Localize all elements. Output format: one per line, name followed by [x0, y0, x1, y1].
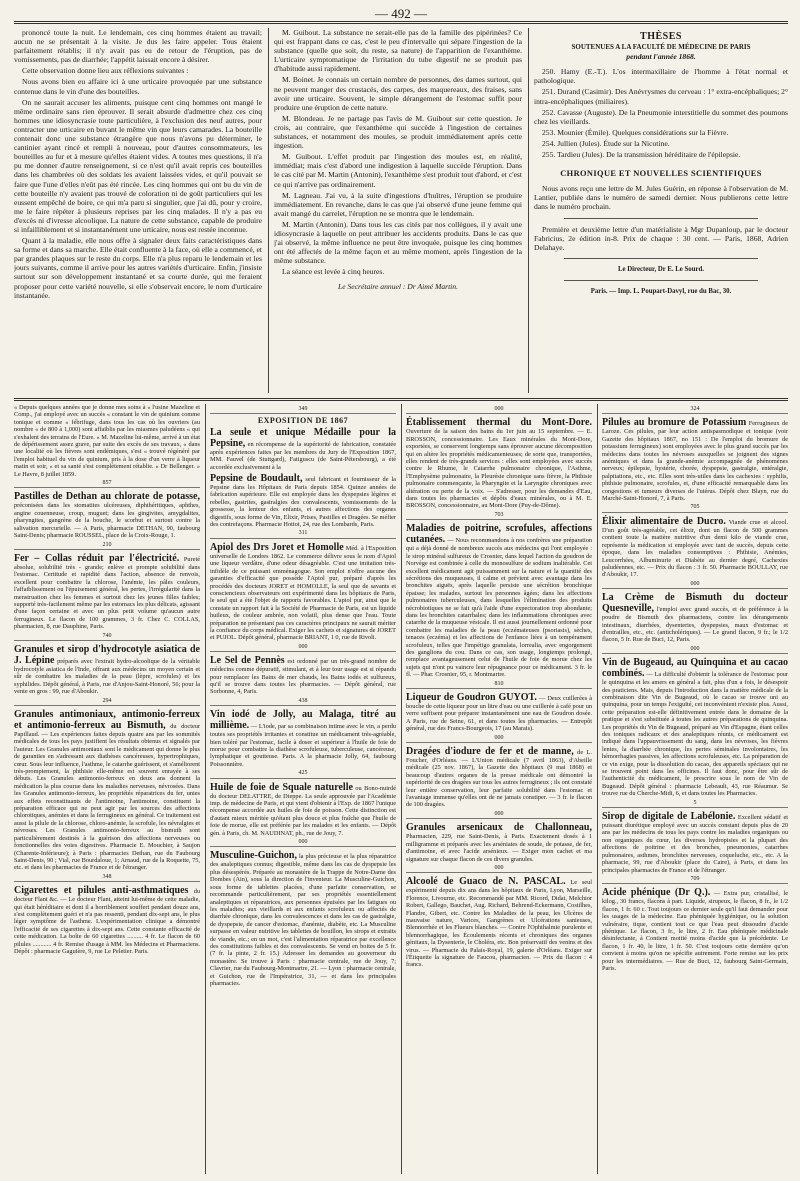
ad-block — [602, 504, 788, 578]
ad-block — [602, 876, 788, 972]
ad-body: du docteur Papillaud. — Les expériences faites depuis quatre ans par les sommités médicales de tous les pays justifient les résultats obtenus et signalés par l'auteur. Les Granules antimoniaux sont le médicament qui donne le plus de garanties en s'adressant aux diathèses cancéreuses, hypertrophiques, cœur. Sous leur influence, l'asthme, le catarrhe guérissent, et s'améliorent très-promptement, la phthisie elle-même est souvent enrayée à ses débuts. Les Granules antimonio-ferreux en deux ans donnent la médication la plus courue dans les maladies nerveuses, névrosées. Dans les Granules antimonio-ferreux, les propriétés réparatrices du fer, unies aux effets reconstituants de l'antimoine, l'antimoine, constituent la préparation efficace qui ne peut agir par les sources des affections chlorotiques, anémies et dans la ferrugineux en général. Ce traitement est aussi la pilule de la chlorose, chloro-anémie, la scrofule, les névralgies et névroses. Les Granules antimonio-ferreux au bismuth sont particulièrement destinés à la guérison des affections nerveuses ou fonctionnelles des voies digestives. Pharmacie E. Mouchier, à Saujon (Charente-Inférieure); à Paris : pharmacies Dethan, rue du Faubourg Saint-Denis, 90 ; Vial, rue Bourdaloue, 1; Arnaud, rue de la Roquette, 75, etc. et dans les pharmacies de France et de l'étranger. — [14, 723, 200, 872]
paragraph: M. Guibout. La substance ne serait-elle pas de la famille des pipérinées? Ce qui est frappant dans ce cas, c'est le peu d'intervalle qui sépare l'ingestion de la substance (quelle que soit, du reste, sa nature) de l'apparition de l'exanthème. L'urticaire symptomatique de l'irritation du tube digestif ne se produit pas d'habitude aussi rapidement. — [274, 28, 522, 74]
ad-block — [406, 681, 592, 733]
ad-number: 311 — [210, 530, 396, 538]
paragraph: Première et deuxième lettre d'un matérialiste à Mgr Dupanloup, par le docteur Fabricius, 2e édition in-8. Prix de chaque : 30 cent. — Paris, 1868, Adrien Delahaye. — [534, 224, 788, 252]
paragraph: prononcé toute la nuit. Le lendemain, ces cinq hommes étaient au travail; aucun ne se présentait à la visite. Je dus les faire appeler. Tous étaient parfaitement rétablis; il n'y avait pas eu de retour de l'éruption, pas de vomissements, pas de diarrhée; l'appétit laissait encore à désirer. — [14, 28, 262, 65]
ad-block — [210, 839, 396, 987]
ad-body: préparés avec l'extrait hydro-alcoolique de la véritable hydrocotyle asiatica de l'Inde, offrant aux médecins un moyen certain et sûr de combattre les maladies de la peau (lèpre, scrofules) et les syphilides. Dépôt général, à Paris, rue d'Anjou-Saint-Honoré, 56; pour la vente en gros : 99, rue d'Aboukir. — [14, 657, 200, 696]
divider — [564, 280, 758, 281]
paragraph: Cette observation donne lieu aux réflexions suivantes : — [22, 66, 189, 76]
divider — [14, 21, 788, 22]
ad-text — [14, 885, 200, 955]
column-rule — [597, 404, 598, 1174]
ad-number: 000 — [406, 735, 592, 743]
ad-text — [602, 811, 788, 874]
page — [14, 6, 788, 1174]
ad-title: Sirop de digitale de Labélonie. — [602, 811, 736, 823]
ad-number: 705 — [602, 504, 788, 512]
ad-block — [210, 530, 396, 641]
ad-text — [602, 887, 788, 972]
ad-text — [602, 592, 788, 644]
ad-block — [602, 581, 788, 644]
ad-block — [210, 406, 396, 471]
ad-title: Fer – Collas réduit par l'électricité. — [14, 552, 180, 564]
ad-title: Acide phénique (Dr Q.). — [602, 887, 711, 899]
ad-number: 425 — [210, 770, 396, 778]
ad-text — [14, 404, 200, 478]
ad-title: Liqueur de Goudron GUYOT. — [406, 692, 537, 703]
ad-title: Pastilles de Dethan au chlorate de potasse, — [14, 491, 200, 503]
page-number: — 492 — — [375, 6, 427, 21]
column-rule — [268, 28, 269, 393]
ad-body: du docteur Flant &c. — Le docteur Flant, atteint lui-même de cette maladie, qui était héréditaire et dont il a horriblement souffert pendant douze ans, s'est complètement guéri et n'a pas ressenti, pendant dix-sept ans, le plus léger symptôme de l'asthme. L'expérimentation clinique a démontré l'efficacité de ses cigarettes à dix-sept ans. Cette constante efficacité de cette médication. La boîte de 60 cigarettes .......... 4 fr. Le flacon de 60 pilules ............ 4 fr. Remise d'usage à MM. les Médecins et Pharmaciens. Dépôt : pharmacie Gaguière, 9, rue Le Peletier. Paris. — [14, 888, 200, 955]
ad-body: — Deux cuillerées à bouche de cette liqueur pour un litre d'eau ou une cuillerée à café pour un verre suffisent pour préparer instantanément une eau de Goudron dosée. A Paris, rue de Seine, 61, et dans toutes les pharmacies. — Entrepôt général, rue des Francs-Bourgeois, 17 (au Marais). — [406, 695, 592, 733]
ad-number: 000 — [406, 865, 592, 873]
ad-body: en récompense de la supériorité de fabrication, constatée après expériences faites par les membres du Jury de l'Exposition 1867, MM. Fauvel (de Stuttgard), Fatiguscu (de Saint-Pétersbourg), a été accordée exclusivement à la — [210, 440, 396, 471]
ad-text — [210, 782, 396, 837]
ad-title: Le Sel de Pennès — [210, 655, 285, 667]
ad-body: Ouverture de la saison des bains du 1er juin au 15 septembre. — E. BROSSON, concessionnaire. Les Eaux minérales du Mont-Dore, exportées, se conservent longtemps sans éprouver aucune décomposition qui en altère les propriétés médicamenteuses; de sorte que, transportées, elles rendent de très-grands services : elles sont employées avec succès contre le Rhume, le Catarrhe pulmonaire chronique, l'Asthme, l'Emphysème pulmonaire, la Pleurésie chronique sans fièvre, la Phthisie pulmonaire commençante, la Pharyngite et la Laryngite chroniques avec altération ou perte de la voix. — S'adresser, pour les demandes d'Eau, dans toutes les pharmacies et dépôts d'eaux minérales, ou à M. E. BROSSON, concessionnaire, au Mont-Dore (Puy-de-Dôme). — [406, 428, 592, 510]
ad-title: Granules et sirop d'hydrocotyle asiatica de J. Lépine — [14, 643, 200, 666]
ad-block — [406, 865, 592, 969]
thesis-item: 255. Tardieu (Jules). De la transmission héréditaire de l'épilepsie. — [542, 150, 741, 160]
ad-text — [406, 417, 592, 509]
ad-body: — La difficulté d'obtenir la tolérance de l'estomac pour le quinquina et les amers en général a fait, plus d'un a fois, le désespoir des praticiens. Mais, depuis l'introduction dans la matière médicale de la combinaison dite Vin de Bugeaud, où le cacao se trouve uni au quinquina, pour un temps l'exiguïté, cet inconvénient n'existe plus. Aussi, cette préparation est-elle définitivement entrée dans le domaine de la pratique et s'est substituée à toutes les autres préparations de quinquina. Les propriétés du Vin de Bugeaud, préparé au Vin d'Espagne, étant celles des toniques radicaux et des analeptiques réunis, ce médicament est indiqué dans l'appauvrissement du sang, dans les névroses, les fièvres lentes, la diarrhée chronique, les pertes séminales involontaires, les hémorrhagies passives, les affections scrofuleuses, etc. La préparation de ce vin exige, pour la dissolution du cacao, des appareils spéciaux qui ne se trouvent point dans les officines. Il faut donc, pour être sûr de l'authenticité du médicament, le prescrire sous le nom de Vin de Bugeaud. Dépôt général : pharmacie Lebeault, 43, rue Réaumur. Se trouve rue du Cherche-Midi, 6, et dans toutes les Pharmacies. — [602, 671, 788, 798]
ad-body: est ordonné par un très-grand nombre de médecins comme dépuratif, stimulant, et à leur tour usage est si répandu pour remplacer les Bains de mer chauds, les Bains iodés et sulfureux, qu'il se trouve dans toutes les pharmacies. — Dépôt général, rue Sorbonne, 4, Paris. — [210, 658, 396, 696]
ad-block — [210, 698, 396, 768]
ad-body: la plus précieuse et la plus réparatrice des analeptiques connus; digestible, même dans les cas de dyspepsie les plus désespérés. Préparée au monastère de la Trappe de Notre-Dame des Dombes (Ain), sous la direction de l'inventeur. La Musculine-Guichon, sous forme de tablettes placées, d'une parfaite conservation, se recommande particulièrement, par ses propriétés essentiellement analeptiques et réparatrices, aux personnes épuisées par les fatigues ou les maladies; aux vieillards et aux enfants scrofuleux ou affectés de diarrhée chronique, dans les convalescences et dans les cas de gastralgie, de dyspepsie, de cancer d'estomac, d'anémie, diabète, etc. La Musculine surpasse en valeur nutritive les tablettes de bouillon, les sirops et extraits de viande, etc.; en un mot, c'est l'alimentation réparatrice par excellence des constitutions faibles et des convalescents. Se vend en boites de 5 fr. (7 fr. la pinte, 2 fr. 15.) Adresser les demandes au gouverneur du monastère. Se trouve à Paris : pharmacie centrale, rue de Jouy, 7; Clavrier, rue du Faubourg-Montmartre, 21. — Lyon : pharmacie centrale, et Guichon, rue de l'Impératrice, 31, — et dans les principales pharmacies. — [210, 853, 396, 987]
ad-block — [14, 404, 200, 478]
ad-title: Huile de foie de Squale naturelle — [210, 781, 353, 793]
ad-text — [406, 876, 592, 968]
ad-block — [14, 633, 200, 696]
ad-body: Viande crue et alcool. D'un goût très-agréable, cet élixir, dont un flacon de 500 grammes contient toute la matière nutritive d'un demi kilo de viande crue, représente la médication si employée avec tant de succès, depuis cette époque, dans les maladies consomptives : Phthisie, Anémies, Leucorrhées, Albuminurie et Diabète au dernier degré, Cachexies paludéennes, etc. — Prix du flacon : 3 fr. 50. Pharmacie BOULLAY, rue d'Aboukir, 17. — [602, 518, 788, 579]
ad-block — [210, 644, 396, 696]
ad-block — [210, 770, 396, 837]
chronique-title: CHRONIQUE ET NOUVELLES SCIENTIFIQUES — [560, 169, 762, 179]
ad-title: Maladies de poitrine, scrofules, affections cutanées. — [406, 523, 592, 546]
ad-title: Granules antimoniaux, antimonio-ferreux et antimonio-ferreux au Bismuth, — [14, 709, 200, 731]
ad-number: 857 — [14, 480, 200, 488]
ad-block — [406, 512, 592, 679]
thesis-item: 250. Hamy (E.-T.). L'os intermaxillaire de l'homme à l'état normal et pathologique. — [534, 67, 788, 86]
ad-block — [602, 800, 788, 874]
ad-block — [406, 406, 592, 510]
ad-block — [602, 406, 788, 502]
ad-body: « Depuis quelques années que je donne mes soins à « l'usine Mazeline et Comp., j'ai employé avec un succès « constant le vin de quinium comme tonique et comme « fébrifuge, dans tous les cas où les ouvriers (au nombre « de 800 à 1,000) sont affaiblis par les miasmes paludéens « qui s'exhalent des terrains de l'Eure. « M. Mazeline lui-même, arrivé à un état de dépérissement assez grave, par suite des excès de ses travaux, « dans une localité où les fièvres sont endémiques, s'est « trouvé régénéré par l'emploi habituel du vin de quinium, pris à la dose d'un verre à liqueur matin et soir, « et sa santé s'est complètement rétablie. « Dr Bellenger. » Le Havre, 8 juillet 1859. — [14, 404, 200, 478]
ads-column-4 — [602, 404, 788, 1174]
thesis-item: 251. Durand (Casimir). Des Anévrysmes du cerveau : 1° extra-encéphaliques; 2° intra-encéphaliques (miliaires). — [534, 87, 788, 106]
ad-text — [14, 709, 200, 872]
ad-title: Cigarettes et pilules anti-asthmatiques — [14, 885, 189, 897]
ad-text — [14, 491, 200, 539]
ad-title: Pepsine de Boudault, — [210, 473, 303, 485]
ad-text — [602, 417, 788, 502]
ad-title: La seule et unique Médaille pour la Pepsine, — [210, 426, 396, 449]
paragraph: On ne saurait accuser les aliments, puisque cent cinq hommes ont mangé le même ordinaire sans rien éprouver. Il serait absurde d'admettre chez ces cinq hommes une idiosyncrasie toute particulière, à l'exclusion des neuf autres, pour contracter une urticaire en buvant le même vin que leurs camarades. La bouteille contenait donc une substance étrangère que nous n'avons pu déterminer, le cantinier ayant rincé et rempli à nouveau, pour d'autres consommateurs, les bouteilles au fur et à mesure qu'elles étaient vides. A toutes mes questions, il n'a pu me donner d'autre renseignement, si ce n'est qu'il avait repris ces bouteilles dans les chambrées où des soldats les avaient laissées vides, et qu'il pouvait se faire que l'une d'elles n'eût pas été rincée. Les cinq hommes qui ont bu du vin de cette bouteille n'y avaient pas trouvé de coloration ni de goût particuliers qui les eussent empêché de boire, ce qui m'a paru si singulier, que j'ai dû, pour y croire, me le faire répéter à plusieurs reprises par les cinq malades. Il n'y a pas eu d'excès ni d'ivresse alcoolique. La nature de cette substance, capable de produire si infailliblement et si instantanément une urticaire, nous est restée inconnue. — [14, 97, 262, 234]
ad-text — [602, 516, 788, 579]
divider — [14, 23, 788, 24]
ad-number: 000 — [602, 646, 788, 654]
ad-title: La Crème de Bismuth du docteur Quesneville, — [602, 592, 788, 615]
ad-text — [406, 746, 592, 809]
ad-title: Élixir alimentaire de Ducro. — [602, 515, 726, 527]
theses-title: THÈSES — [640, 31, 682, 42]
thesis-item: 254. Jullien (Jules). Étude sur la Nicotine. — [542, 138, 670, 148]
column-rule — [205, 404, 206, 1174]
director-line: Le Directeur, Dr E. Le Sourd. — [618, 265, 704, 273]
ad-body: seul fabricant et fournisseur de la Pepsine dans les Hôpitaux de Paris depuis 1854. Quinze années de fabrication supérieure. Elle est employée dans les dyspepsies légères et rebelles, gastrites, gastralgies des convalescents, vomissements de la grossesse, la lenteur des enfants, et autres affections des organes digestifs, sous forme de Vin, Elixir, Prises, Pastilles et Dragées. Se méfier des contrefaçons. Pharmacie Hottot, 24, rue des Lombards, Paris. — [210, 476, 396, 529]
ad-body: — Extra pur, cristallisé, le kilog., 30 francs, flacons à part. Liquide, sirupeux, le flacon, 8 fr., le 1/2 flacon, 1 fr. 60 c. Tout toujours ce dernier seule qu'il faut demander pour les usages de la médecine. Eau phéniquée hygiénique, ou la solution vulnéraire, tique, contient tout ce que l'eau peut dissoudre d'acide phénique. Le flacon, 3 fr., le litre, 2 fr. Eau phéniquée médicinale désinfectante, à Contient moitié moins d'acide que la précédente. Le flacon, 1 fr. 40, le litre, 1 fr. 50. C'est toujours cette dernière qu'on convient à moins qu'on ne spécifie autrement. Forte remise sur les prix pour les intermédiaires. — Rue de Buci, 12, faubourg Saint-Germain, Paris. — [602, 890, 788, 972]
ad-text — [602, 657, 788, 798]
ads-column-3 — [406, 404, 592, 1174]
paragraph: Quant à la maladie, elle nous offre à signaler deux faits caractéristiques dans sa forme et dans sa marche. Elle était confluente à la face, où elle a commencé, et par grandes plaques sur le reste du corps. Elle n'a plus reparu le lendemain et les jours suivants, comme il arrive pour les autres variétés d'urticaire. Enfin, j'insiste surtout sur son développement instantané et sa courte durée, qui me feraient proposer pour cette variété nouvelle, si elle s'observait encore, le nom d'urticaire instantanée. — [14, 236, 262, 300]
ad-body: Ferrugineux de Laroze. Ces pilules, par leur action antispasmodique et tonique (voir Gazette des hôpitaux 1867, no 151 : De l'emploi du bromure de potassium ferrugineux) sont employées avec le plus grand succès par les médecins dans toutes les névroses auxquelles se joignent des signes anémiques et dans la grande-anémie accompagnée de phénomènes nerveux; épilepsie, hystérie, chorée, dyspepsie, gastralgie, entéralgie, palpitations, etc., etc. Elles sont très-utiles dans les cachexies : syphilis, phthisie pulmonaire, scrofules, et, d'une efficacité remarquable dans les congestions et tumeurs diverses de l'utérus. Dépôt chez Blayn, rue du Marché-Saint-Honoré, 7, à Paris. — [602, 420, 788, 503]
ad-number: 294 — [14, 698, 200, 706]
ad-body: Pureté absolue, solubilité très - grande; enlève et prompte solubilité dans l'estomac. Certitude et rapidité dans l'action, absence de renvois, excellent pour combattre la chlorose, l'anémie, les pâles couleurs, l'affaiblissement ou l'épuisement général, les pertes, l'irrégularité dans la menstruation chez les femmes et surtout chez les jeunes filles faibles; supporté très-facilement même par les estomacs les plus délicats, agissant d'une façon certaine et avec un plus petit volume qu'aucun autre ferrugineux. Le flacon de 100 grammes, 3 fr. Chez C. COLLAS, pharmacien, 8, rue Dauphine, Paris. — [14, 555, 200, 631]
ad-text — [210, 542, 396, 642]
ad-number: 349 — [210, 406, 396, 414]
ad-text — [210, 709, 396, 768]
ad-body: l'emploi avec grand succès, et de préférence à la poudre de Bismuth des pharmaciens, contre les dérangements intestinaux, diarrhées, dysenteries, dyspepsies, maux d'estomac et d'entrailles, etc., etc. (anticholériques). — Le grand flacon, 9 fr.; le 1/2 flacon, 5 fr. Rue de Buci, 12, Paris. — [602, 606, 788, 644]
thesis-item: 252. Cavasse (Auguste). De la Pneumonie interstitielle du sommet des poumons chez les vieillards. — [534, 107, 788, 126]
paragraph: M. Martin (Antonin). Dans tous les cas cités par nos collègues, il y avait une idiosyncrasie à laquelle on peut attribuer les accidents produits. Dans le cas que j'ai observé, la même influence ne peut être invoquée, puisque les cinq hommes ont été affectés de la même façon et au même moment, après l'ingestion de la même substance. — [274, 219, 522, 266]
ad-number: 000 — [210, 839, 396, 847]
paragraph: M. Boinet. Je connais un certain nombre de personnes, des dames surtout, qui ne peuvent manger des crustacés, des carpes, des maquereaux, des fraises, sans avoir une urticaire. Souvent, le simple dérangement de l'estomac suffit pour produire une éruption de cette nature. — [274, 75, 522, 112]
ad-body: Excellent sédatif et puissant diurétique employé avec un succès constant depuis plus de 20 ans par les médecins de tous les pays contre les maladies organiques ou non organiques du cœur, les diverses hydropisies et la plupart des affections de poitrine et des bronches, pneumonies, catarrhes pulmonaires, asthmes, bronchites nerveuses, coqueluche, etc., etc. A la pharmacie, 99, rue d'Aboukir (place du Caire), à Paris, et dans les principales pharmacies de France et de l'étranger. — [602, 814, 788, 874]
ad-block — [14, 542, 200, 631]
article-column-2 — [274, 28, 522, 393]
ad-block — [406, 735, 592, 809]
divider — [564, 218, 758, 219]
ad-number: 438 — [210, 698, 396, 706]
secretary-signature: Le Secrétaire annuel : Dr Aimé Martin. — [337, 282, 458, 292]
ad-block — [406, 811, 592, 863]
paragraph: M. Blondeau. Je ne partage pas l'avis de M. Guibout sur cette question. Je crois, au contraire, que l'exanthème qui succède à l'ingestion de certaines substances, et notamment des moules, se produit immédiatement après cette ingestion. — [274, 113, 522, 151]
ad-body: ou Bono-nuirdé du docteur DELATTRE, de Dieppe. La seule approuvée par l'Académie imp. de médecine de Paris, et qui vient d'obtenir à l'Exp. de 1867 l'unique récompense accordée aux huiles de foie de poisson. Cette distinction est d'autant mieux méritée qu'étant plus douce et plus fraîche que l'huile de foie de morue, elle est préférée par les malades et les enfants. — Dépôt gén. à Paris, ch. M. NAUDINAT, ph., rue de Jouy, 7. — [210, 784, 396, 837]
ad-number: 5 — [602, 800, 788, 808]
ad-title: Granules arsenicaux de Challonneau, — [406, 822, 592, 834]
ad-body: Le seul expérimenté depuis dix ans dans les hôpitaux de Paris, Lyon, Marseille, Florence, Livourne, etc. Recommandé par MM. Ricord, Didat, Melchior Robert, Gallego, Bauchet, Aug. Richard, Behrend-Eckermann, Costilhes, Flandre, Gibert, etc. Contre les Maladies de la peau, les Ulcères de mauvaise nature, Varices, Gangrènes et Ulcérations sanieuses, Blennorrhée et les Flueurs blanches. — Contre l'Ophthalmie purulente et blennorrhagique, les Écoulements récents et chroniques des organes génitaux, la Dysenterie, le Choléra, etc. Bon préservatif des venins et des virus. — Pharmacie du Palais-Royal, 19, galerie d'Orléans. Exiger sur l'Étiquette la signature de Faucou, pharmacien. — Prix du flacon : 4 francs. — [406, 879, 592, 969]
column-rule — [401, 404, 402, 1174]
ad-title: Alcoolé de Guaco de N. PASCAL. — [406, 876, 566, 888]
ad-text — [14, 553, 200, 631]
ad-block — [14, 874, 200, 956]
divider — [564, 258, 758, 259]
ad-title: Apiol des Drs Joret et Homolle — [210, 541, 344, 553]
paragraph: La séance est levée à cinq heures. — [282, 267, 385, 277]
ad-body: — Nous recommandons à nos confrères une préparation qui a déjà donné de nombreux succès aux médecins qui l'ont employée : le sirop minéral sulfureux de Crosnier, dans lequel l'action du goudron de Norvège est combinée à celle du monosulfure de sodium inaltérable. Cet excellent médicament agit puissamment sur la nature et la quantité des sécrétions des muqueuses, il calme et prévient avec avantage dans les bronchites aiguës, après laquelle persiste une sécrétion bronchique épaisse; les malades, surtout les personnes âgées; dans les affections pulmonaires tuberculeuses, dans lesquelles l'élimination des produits nécrobiotiques ne se fait qu'à l'aide d'une expectoration trop abondante; dans les bronchites catarrhales; dans les inflammations chroniques avec catarrhe de la muqueuse vésicale. Il est aussi journellement ordonné pour combattre les maladies de la peau (eczémateuses (psoriasis), sèches, tenaces (eczéma) et les affections de l'enfance liées à un tempérament scrofuleux, telles que l'impétigo granulata, lorrealia, avec engorgement des ganglions du cou. Dans ce cas, son usage, longtemps prolongé, remplace avantageusement celui de l'huile de foie de morue chez les sujets qui n'ont pu vaincre leur répugnance pour ce médicament. 3 fr. le fl. — Phar. Crosnier, 95, r. Montmartre. — [406, 537, 592, 679]
ad-number: 709 — [602, 876, 788, 884]
column-rule — [528, 28, 529, 393]
article-column-1 — [14, 28, 262, 393]
ad-text — [210, 427, 396, 471]
ad-title: Vin de Bugeaud, au Quinquina et au cacao combinés. — [602, 657, 788, 680]
paragraph: M. Guibout. L'effet produit par l'ingestion des moules est, en réalité, immédiat; mais c'est d'abord une indigestion à laquelle succède l'éruption. Dans le cas cité par M. Martin (Antonin), l'exanthème s'est produit tout d'abord, et c'est ce qui n'arrive pas ordinairement. — [274, 152, 522, 189]
ad-number: 210 — [14, 542, 200, 550]
article-column-3 — [534, 28, 788, 393]
ad-number: 000 — [406, 406, 592, 414]
ad-text — [210, 850, 396, 987]
ad-number: 348 — [14, 874, 200, 882]
ad-number: 000 — [210, 644, 396, 652]
ad-title: Vin iodé de Jolly, au Malaga, titré au millième. — [210, 709, 396, 732]
ad-body: Pharmacien, 229, rue Saint-Denis, à Paris. Exactement dosés à 1 milligramme et préparés avec les arséniates de soude, de potasse, de fer, d'antimoine, et avec l'acide arsénieux. — Exiger mon cachet et ma signature sur chaque flacon de ces divers granules. — [406, 833, 592, 863]
paragraph: Nous avons reçu une lettre de M. Jules Guérin, en réponse à l'observation de M. Lantier, publiée dans le numéro de samedi dernier. Nous publierons cette lettre dans le numéro prochain. — [534, 184, 788, 212]
ad-title: Établissement thermal du Mont-Dore. — [406, 417, 592, 429]
ads-column-1 — [14, 404, 200, 1174]
ad-text — [406, 822, 592, 863]
ad-body: préconisées dans les stomatites ulcéreuses, diphthéritiques, aphthes, angine couenneuse, croup, muguet; dans les gingivites, amygdalites, pharyngites, gangrène de la bouche, le scorbut et surtout contre la salivation mercurielle. — A Paris, pharmacie DETHAN, 90, faubourg Saint-Denis; pharmacie ROUSSEL, place de la Croix-Rouge, 1. — [14, 502, 200, 540]
ad-number: 740 — [14, 633, 200, 641]
ad-body: — L'iode, par sa combinaison intime avec le vin, a perdu toutes ses propriétés irritantes et constitue un médicament très-agréable, bien toléré par l'estomac, facile à doser et supérieur à l'huile de foie de morue pour combattre la diathèse scrofuleuse, tuberculeuse, cancéreuse, lymphatique et goutteuse. Paris. A la pharmacie Jolly, 64, faubourg Poissonnière. — [210, 723, 396, 768]
ads-column-2 — [210, 404, 396, 1174]
ad-text — [406, 692, 592, 733]
divider — [14, 400, 788, 401]
ad-text — [210, 473, 396, 528]
paragraph: Nous avons bien eu affaire ici à une urticaire provoquée par une substance contenue dans le vin d'une des bouteilles. — [14, 77, 262, 96]
divider — [14, 398, 788, 399]
ad-block — [210, 473, 396, 528]
theses-subtitle: SOUTENUES A LA FACULTÉ DE MÉDECINE DE PARIS — [571, 43, 751, 52]
ad-body: de L. Foucher, d'Orléans. — L'Union médicale (7 avril 1863), d'Abeille médicale (25 nov. 1867), la Gazette des hôpitaux (9 mai 1868) et beaucoup d'autres organes de la presse médicale ont démontré la supériorité de ces dragées sur tous les autres ferrugineux ; ils ont constaté leur entière conservation, leur parfaite solubilité dans l'estomac et l'avantage immense qu'elles ont de ne jamais constiper. — 3 fr. le flacon de 100 dragées. — [406, 749, 592, 809]
ad-number: 000 — [602, 581, 788, 589]
thesis-item: 253. Mounier (Émile). Quelques considérations sur la Fièvre. — [542, 127, 729, 137]
ad-number: 000 — [406, 811, 592, 819]
ad-title: Pilules au bromure de Potassium — [602, 417, 747, 429]
ad-heading: EXPOSITION DE 1867 — [257, 416, 349, 426]
ad-text — [14, 644, 200, 696]
ad-number: 703 — [406, 512, 592, 520]
theses-year: pendant l'année 1868. — [626, 52, 696, 62]
ad-block — [14, 698, 200, 872]
ad-number: 810 — [406, 681, 592, 689]
ad-text — [406, 523, 592, 678]
ad-block — [14, 480, 200, 539]
ad-text — [210, 655, 396, 696]
ad-number: 324 — [602, 406, 788, 414]
ad-body: Méd. à l'Exposition universelle de Londres 1862. Le commerce délivre sous le nom d'Apiol une liqueur verdâtre, d'une odeur désagréable. C'est une imitation très-infidèle de ce puissant emménagogue. Son emploi n'offre aucune des garanties d'efficacité que possède l'Apiol pur, préparé d'après les procédés des docteurs JORET et HOMOLLE, la seul que de savants et consciencieux observateurs ont expérimenté dans les hôpitaux de Paris, le seul qui a été l'objet de rapports favorables. L'apiol pur, ainsi que le constate un rapport fait à la Société de Pharmacie de Paris, est un liquide huileux, de couleur ambrée, non volatil, plus dense que l'eau. Toute préparation ne présentant pas ces caractères principaux ne saurait mériter la confiance du corps médical. Exiger les cachets et signatures de JORET et PUJOL. Dépôt général, pharmacie BRIANT, 1 0, rue de Rivoli. — [210, 544, 396, 642]
ad-title: Dragées d'iodure de fer et de manne, — [406, 746, 574, 758]
ad-title: Musculine-Guichon, — [210, 850, 297, 862]
paragraph: M. Lagneau. J'ai vu, à la suite d'ingestions d'huîtres, l'éruption se produire immédiatement. En revanche, dans le cas que j'ai observé d'une jeune femme qui avait mangé du carrelet, l'éruption ne se montra que le lendemain. — [274, 190, 522, 218]
printer-line: Paris. — Imp. L. Poupart-Davyl, rue du Bac, 30. — [590, 287, 732, 295]
ad-block — [602, 646, 788, 798]
